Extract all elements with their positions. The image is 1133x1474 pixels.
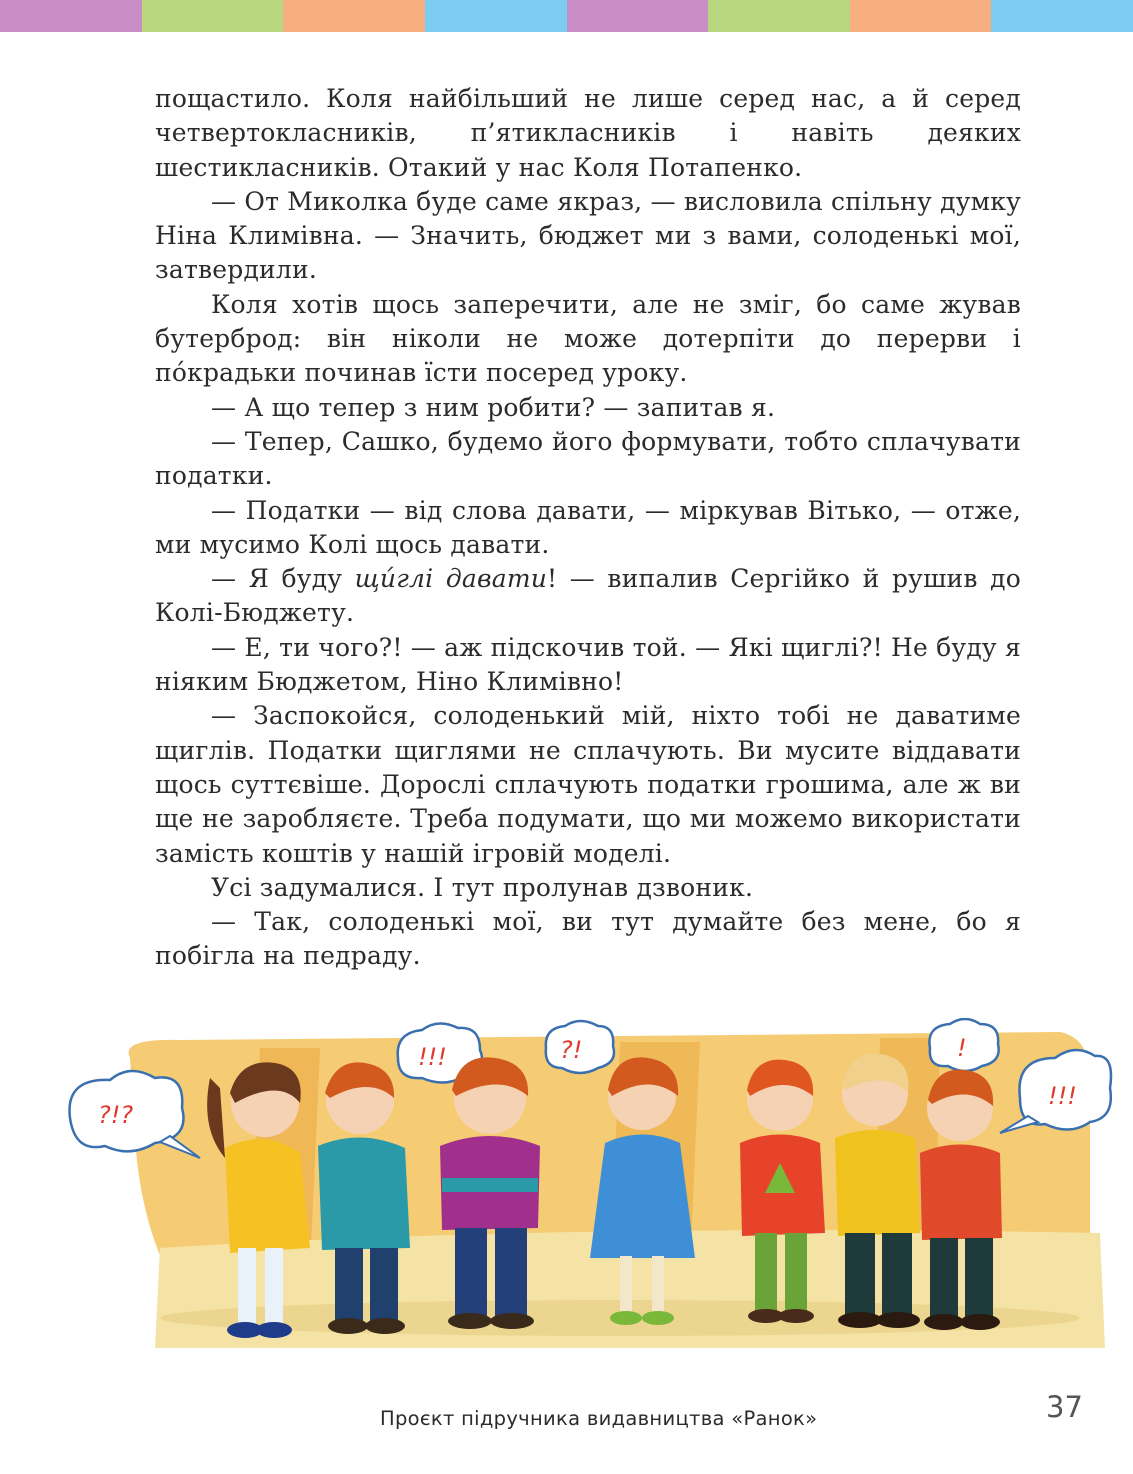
paragraph: — Заспокойся, солоденький мій, ніхто тобі не даватиме щиглів. Податки щиглями не сплачують. Ви мусите віддавати щось суттєвіше. Дорослі сплачують податки грошима, але ж ви ще не заробляєте. Треба подумати, що ми можемо використати замість коштів у нашій ігровій моделі.: [155, 701, 1021, 868]
paragraph-start: — Я буду: [211, 564, 355, 594]
speech-bubble: [929, 1019, 998, 1071]
paragraph: — От Миколка буде саме якраз, — висловила спільну думку Ніна Климівна. — Значить, бюджет ми з вами, солоденькі мої, затвердили.: [155, 186, 1021, 285]
color-segment: [425, 0, 567, 32]
bubble-text: ?!: [560, 1036, 583, 1064]
color-segment: [283, 0, 425, 32]
page-number: 37: [1046, 1390, 1083, 1424]
bubble-text: ?!?: [98, 1101, 134, 1129]
paragraph: — А що тепер з ним робити? — запитав я.: [211, 392, 776, 422]
speech-bubble: [546, 1021, 614, 1073]
bubble-text: !!!: [1048, 1082, 1077, 1110]
footer-publisher-text: Проєкт підручника видавництва «Ранок»: [380, 1407, 818, 1430]
color-segment: [0, 0, 142, 32]
story-text: [155, 82, 1021, 974]
color-segment: [708, 0, 850, 32]
bubble-text: !: [957, 1034, 967, 1062]
paragraph: [155, 562, 1021, 631]
paragraph: — Тепер, Сашко, будемо його формувати, тобто сплачувати податки.: [155, 426, 1021, 491]
paragraph: пощастило. Коля найбільший не лише серед нас, а й серед четвертокласників, п’ятикласників і навіть деяких шестикласників. Отакий у нас Коля Потапенко.: [155, 84, 1021, 182]
italic-phrase: щи́глі давати: [354, 564, 548, 594]
bubble-text: !!!: [418, 1043, 447, 1071]
paragraph: — Е, ти чого?! — аж підскочив той. — Які щиглі?! Не буду я ніяким Бюджетом, Ніно Климівно!: [155, 632, 1021, 697]
color-segment: [142, 0, 284, 32]
paragraph-end: ! — випалив Сергійко й рушив до Колі-Бюджету.: [155, 564, 1021, 628]
color-segment: [991, 0, 1133, 32]
color-segment: [850, 0, 992, 32]
color-segment: [567, 0, 709, 32]
top-color-bar: [0, 0, 1133, 32]
paragraph: — Так, солоденькі мої, ви тут думайте без мене, бо я побігла на педраду.: [155, 907, 1021, 971]
paragraph: — Податки — від слова давати, — міркував Вітько, — отже, ми мусимо Колі щось давати.: [155, 495, 1021, 559]
paragraph: Усі задумалися. І тут пролунав дзвоник.: [211, 872, 754, 902]
children-illustration: [60, 1018, 1120, 1348]
paragraph: Коля хотів щось заперечити, але не зміг, бо саме жував бутерброд: він ніколи не може дотерпіти до перерви і по́крадьки починав їсти посеред уроку.: [155, 289, 1021, 388]
